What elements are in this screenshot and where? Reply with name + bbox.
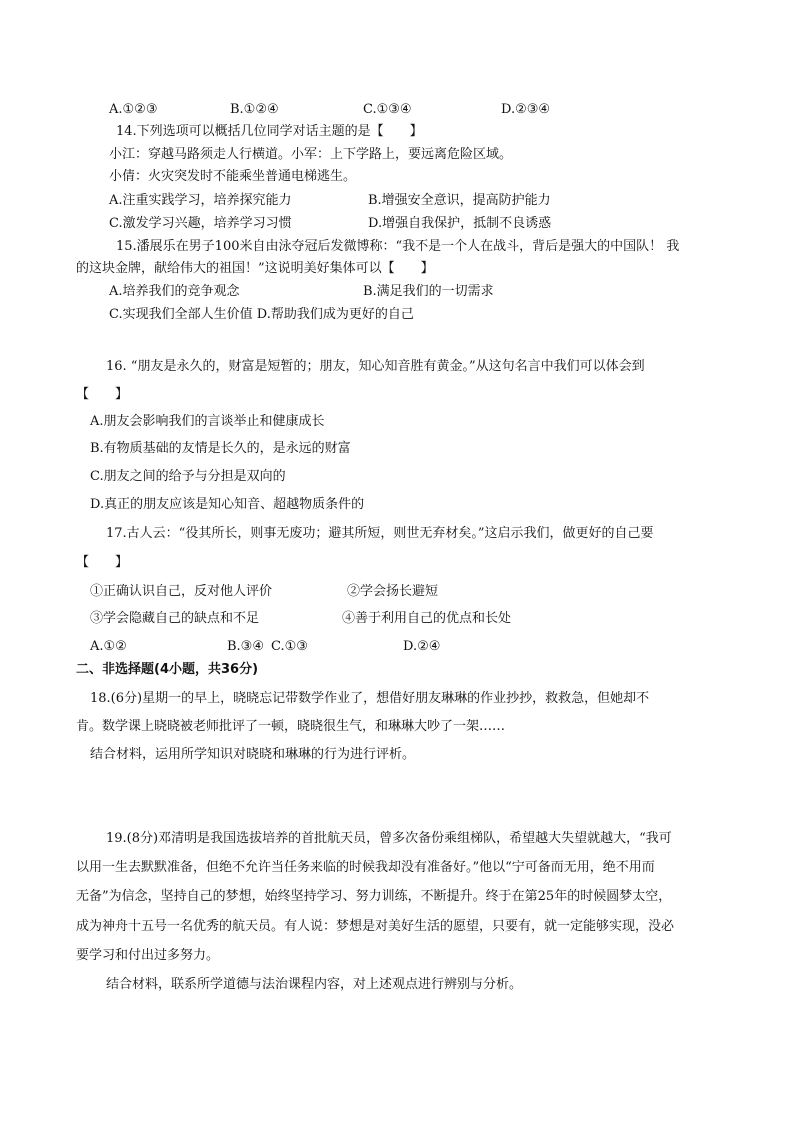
q18-line-2: 肯。数学课上晓晓被老师批评了一顿，晓晓很生气，和琳琳大吵了一架…… [76,719,506,734]
q17-option-d: D.②④ [403,639,441,654]
q16-bracket: 【 】 [76,387,129,402]
q19-line-2: 以用一生去默默准备，但绝不允许当任务来临的时候我却没有准备好。”他以“宁可备而无用，绝不用而 [76,860,655,875]
q14-dialog-2: 小倩：火灾突发时不能乘坐普通电梯逃生。 [109,169,357,184]
q17-item-1: ①正确认识自己，反对他人评价 [90,584,273,599]
q17-bracket: 【 】 [76,555,129,570]
q17-item-3: ③学会隐藏自己的缺点和不足 [90,611,260,626]
q19-line-5: 要学习和付出过多努力。 [76,948,220,963]
q13-option-d: D.②③④ [501,102,551,117]
q13-option-a: A.①②③ [109,102,158,117]
q15-options-row-2: C.实现我们全部人生价值 D.帮助我们成为更好的自己 [109,307,414,322]
q14-options-row-2 [0,215,794,233]
q18-prompt: 结合材料，运用所学知识对晓晓和琳琳的行为进行评析。 [90,747,416,762]
q14-options-row-1 [0,192,794,210]
q14-stem: 14.下列选项可以概括几位同学对话主题的是【 】 [116,124,423,139]
q17-option-a: A.①② [90,639,127,654]
q17-line-1: 17.古人云：“役其所长，则事无废功；避其所短，则世无弃材矣。”这启示我们，做更好的自己要 [106,526,654,541]
q17-option-c: C.①③ [271,639,308,654]
q15-line-1: 15.潘展乐在男子100米自由泳夺冠后发微博称：“我不是一个人在战斗，背后是强大的中国队！ 我 [116,239,680,254]
q17-item-2: ②学会扬长避短 [347,584,439,599]
q18-line-1: 18.(6分)星期一的早上，晓晓忘记带数学作业了，想借好朋友琳琳的作业抄抄，救救急，但她却不 [90,691,650,706]
q17-options [0,638,794,656]
q15-option-a: A.培养我们的竞争观念 [109,284,240,299]
q19-prompt: 结合材料，联系所学道德与法治课程内容，对上述观点进行辨别与分析。 [106,977,523,992]
q14-option-b: B.增强安全意识，提高防护能力 [368,193,551,208]
q13-options [0,101,794,119]
q14-option-c: C.激发学习兴趣，培养学习习惯 [109,216,292,231]
q16-option-b: B.有物质基础的友情是长久的，是永远的财富 [90,441,351,456]
section-2-title: 二、非选择题(4小题，共36分) [76,662,259,677]
q15-line-2: 的这块金牌，献给伟大的祖国！”这说明美好集体可以【 】 [76,261,434,276]
q13-option-b: B.①②④ [230,102,279,117]
q16-option-a: A.朋友会影响我们的言谈举止和健康成长 [90,414,325,429]
q17-option-b: B.③④ [227,639,264,654]
q17-items-row-2 [0,610,794,628]
q19-line-3: 无备”为信念，坚持自己的梦想，始终坚持学习、努力训练，不断提升。终于在第25年的时候圆梦太空， [76,889,672,904]
q19-line-1: 19.(8分)邓清明是我国选拔培养的首批航天员，曾多次备份乘组梯队，希望越大失望就越大，“我可 [106,831,672,846]
q14-option-a: A.注重实践学习，培养探究能力 [109,193,292,208]
q13-option-c: C.①③④ [363,102,412,117]
q15-option-b: B.满足我们的一切需求 [363,284,494,299]
q15-options-row-1 [0,283,794,301]
q14-dialog-1: 小江：穿越马路须走人行横道。小军：上下学路上，要远离危险区域。 [109,147,513,162]
q14-option-d: D.增强自我保护，抵制不良诱惑 [368,216,552,231]
q16-option-c: C.朋友之间的给予与分担是双向的 [90,469,286,484]
q16-line-1: 16. “朋友是永久的，财富是短暂的；朋友，知心知音胜有黄金。”从这句名言中我们可以体会到 [106,359,645,374]
q19-line-4: 成为神舟十五号一名优秀的航天员。有人说：梦想是对美好生活的愿望，只要有，就一定能够实现，没必 [76,919,675,934]
q17-items-row-1 [0,583,794,601]
q16-option-d: D.真正的朋友应该是知心知音、超越物质条件的 [90,497,365,512]
q17-item-4: ④善于利用自己的优点和长处 [342,611,512,626]
